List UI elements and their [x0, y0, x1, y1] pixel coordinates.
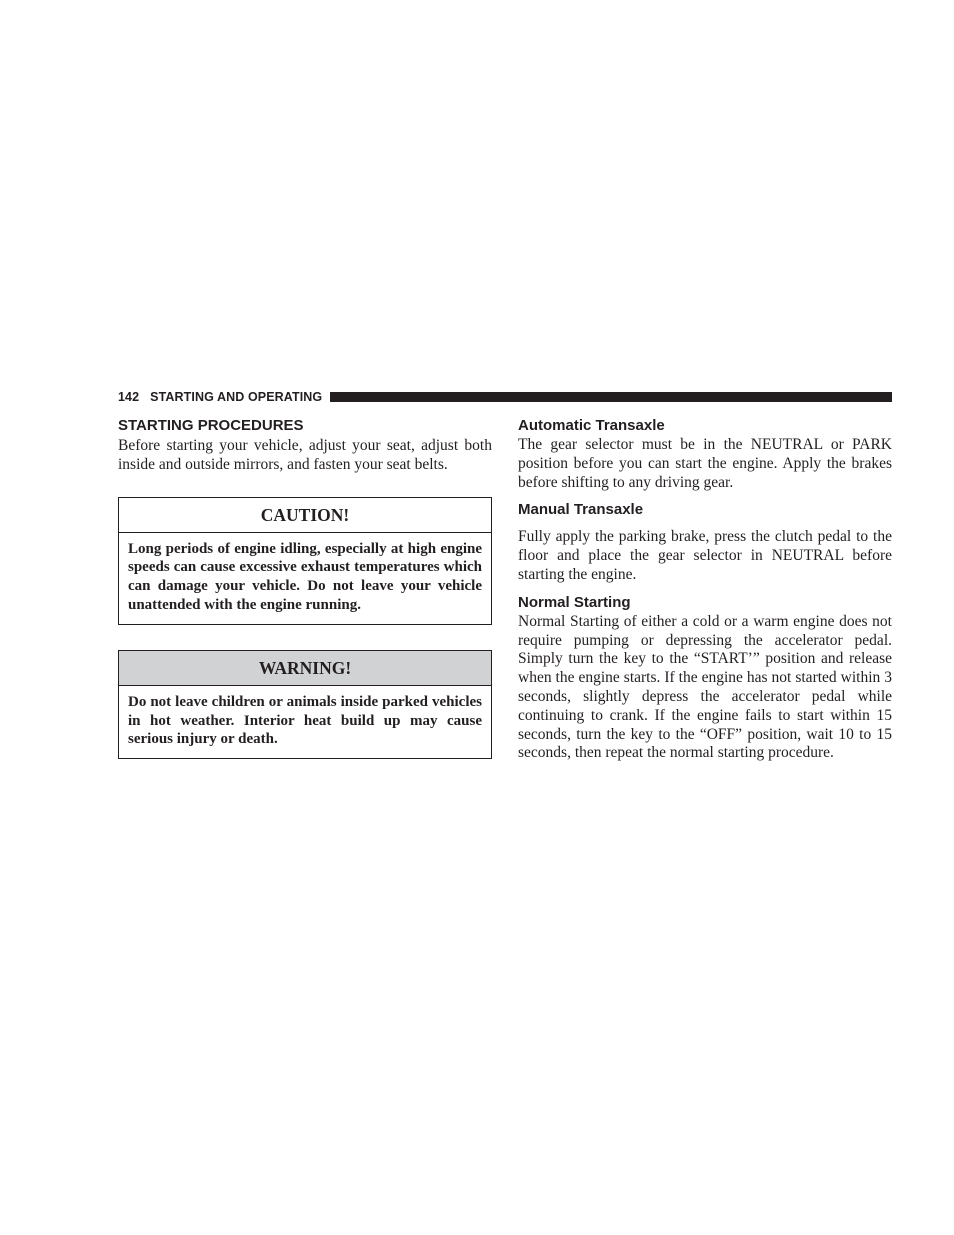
- page-header: [118, 389, 892, 405]
- warning-box: [118, 650, 492, 759]
- normal-starting-text: Normal Starting of either a cold or a warm engine does not require pumping or depressing the accelerator pedal. Simply turn the key to the “START’” position and release when the engine starts. If the engine has not started within 3 seconds, slightly depress the accelerator pedal while continuing to crank. If the engine fails to start within 15 seconds, turn the key to the “OFF” position, wait 10 to 15 seconds, then repeat the normal starting procedure.: [518, 612, 892, 762]
- left-column: [118, 417, 492, 759]
- manual-transaxle-heading: Manual Transaxle: [518, 501, 644, 519]
- caution-box: [118, 497, 492, 625]
- header-rule-bar: [330, 392, 892, 402]
- running-section-title: STARTING AND OPERATING: [150, 390, 323, 404]
- caution-title: CAUTION!: [119, 498, 491, 533]
- automatic-transaxle-heading: Automatic Transaxle: [518, 417, 665, 434]
- right-column: [518, 417, 892, 763]
- normal-starting-heading: Normal Starting: [518, 593, 631, 611]
- starting-procedures-intro: Before starting your vehicle, adjust your seat, adjust both inside and outside mirrors, and fasten your seat belts.: [118, 437, 492, 473]
- caution-text: Long periods of engine idling, especially at high engine speeds can cause excessive exhaust temperatures which can damage your vehicle. Do not leave your vehicle unattended with the engine running.: [128, 540, 482, 613]
- manual-transaxle-text: Fully apply the parking brake, press the clutch pedal to the floor and place the gear selector in NEUTRAL before starting the engine.: [518, 528, 892, 583]
- page-number: 142: [118, 390, 140, 404]
- warning-title: WARNING!: [119, 651, 491, 686]
- warning-text: Do not leave children or animals inside parked vehicles in hot weather. Interior heat build up may cause serious injury or death.: [128, 693, 482, 748]
- automatic-transaxle-text: The gear selector must be in the NEUTRAL or PARK position before you can start the engine. Apply the brakes before shifting to any driving gear.: [518, 436, 892, 491]
- starting-procedures-heading: STARTING PROCEDURES: [118, 417, 304, 434]
